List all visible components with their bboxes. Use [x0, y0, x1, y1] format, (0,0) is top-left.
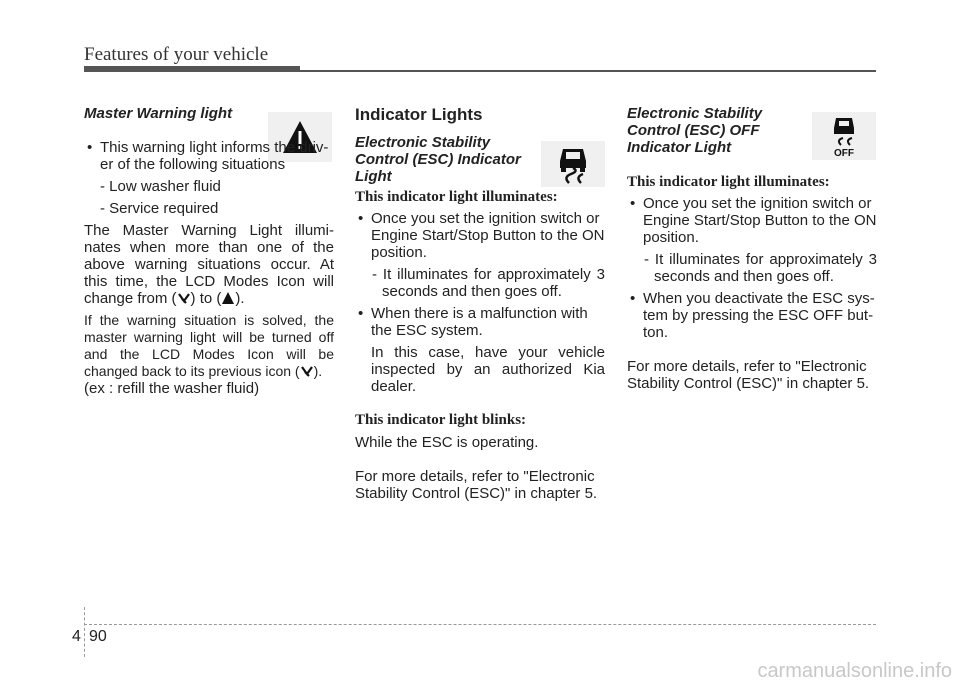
- footer-rule: [84, 624, 876, 625]
- washer-fluid-icon: [300, 364, 314, 378]
- paragraph-text: If the warning situation is solved, the master warning light will be turned off and the LCD Modes Icon will be changed back to its previous icon (: [84, 312, 334, 379]
- paragraph-text: ).: [235, 290, 245, 307]
- page-number: 90: [89, 628, 107, 645]
- esc-off-heading: Electronic Stability Control (ESC) OFF Indicator Light: [627, 105, 763, 156]
- blinks-title: This indicator light blinks:: [355, 412, 527, 428]
- esc-bullet-malfunction: • When there is a malfunction with the ESC system.: [355, 305, 605, 339]
- footer-divider: [84, 607, 85, 657]
- esc-off-icon-label: OFF: [834, 148, 854, 159]
- section-number: 4: [72, 628, 81, 645]
- esc-off-sub-duration: - It illuminates for approximately 3 seconds and then goes off.: [644, 251, 877, 285]
- warning-triangle-icon: [221, 291, 235, 305]
- illuminates-title: This indicator light illuminates:: [355, 189, 558, 205]
- esc-off-bullet-deactivate: • When you deactivate the ESC sys- tem by pressing the ESC OFF but- ton.: [627, 290, 877, 341]
- esc-more-details: For more details, refer to "Electronic Stability Control (ESC)" in chapter 5.: [355, 468, 598, 502]
- esc-off-bullet-ignition: • Once you set the ignition switch or Engine Start/Stop Button to the ON position.: [627, 195, 877, 246]
- master-warning-paragraph: [84, 222, 334, 307]
- list-item: - Low washer fluid: [100, 178, 221, 195]
- header-title: Features of your vehicle: [84, 44, 269, 65]
- washer-fluid-icon: [177, 291, 191, 305]
- master-warning-paragraph: [84, 312, 334, 380]
- master-warning-bullet: • This warning light informs the driv- er of the following situations: [84, 139, 334, 173]
- watermark: carmanualsonline.info: [757, 660, 952, 682]
- column-master-warning: [84, 105, 334, 397]
- esc-note: In this case, have your vehicle inspected by an authorized Kia dealer.: [371, 344, 605, 395]
- esc-indicator-heading: Electronic Stability Control (ESC) Indicator Light: [355, 134, 521, 185]
- master-warning-example: (ex : refill the washer fluid): [84, 380, 260, 397]
- paragraph-text: The Master Warning Light illumi- nates when more than one of the above warning situations occur. At this time, the LCD Modes Icon will change from (: [84, 222, 334, 307]
- header-rule: [84, 70, 876, 72]
- blinks-text: While the ESC is operating.: [355, 434, 539, 451]
- master-warning-heading: Master Warning light: [84, 105, 233, 122]
- paragraph-text: ) to (: [190, 290, 222, 307]
- list-item: - Service required: [100, 200, 219, 217]
- esc-bullet-ignition: • Once you set the ignition switch or Engine Start/Stop Button to the ON position.: [355, 210, 605, 261]
- column-esc-off-indicator: [627, 105, 877, 392]
- illuminates-title: This indicator light illuminates:: [627, 174, 830, 190]
- esc-off-more-details: For more details, refer to "Electronic Stability Control (ESC)" in chapter 5.: [627, 358, 870, 392]
- section-title: Indicator Lights: [355, 105, 483, 124]
- paragraph-text: ).: [313, 363, 323, 379]
- column-esc-indicator: [355, 105, 605, 502]
- esc-sub-duration: - It illuminates for approximately 3 seconds and then goes off.: [372, 266, 605, 300]
